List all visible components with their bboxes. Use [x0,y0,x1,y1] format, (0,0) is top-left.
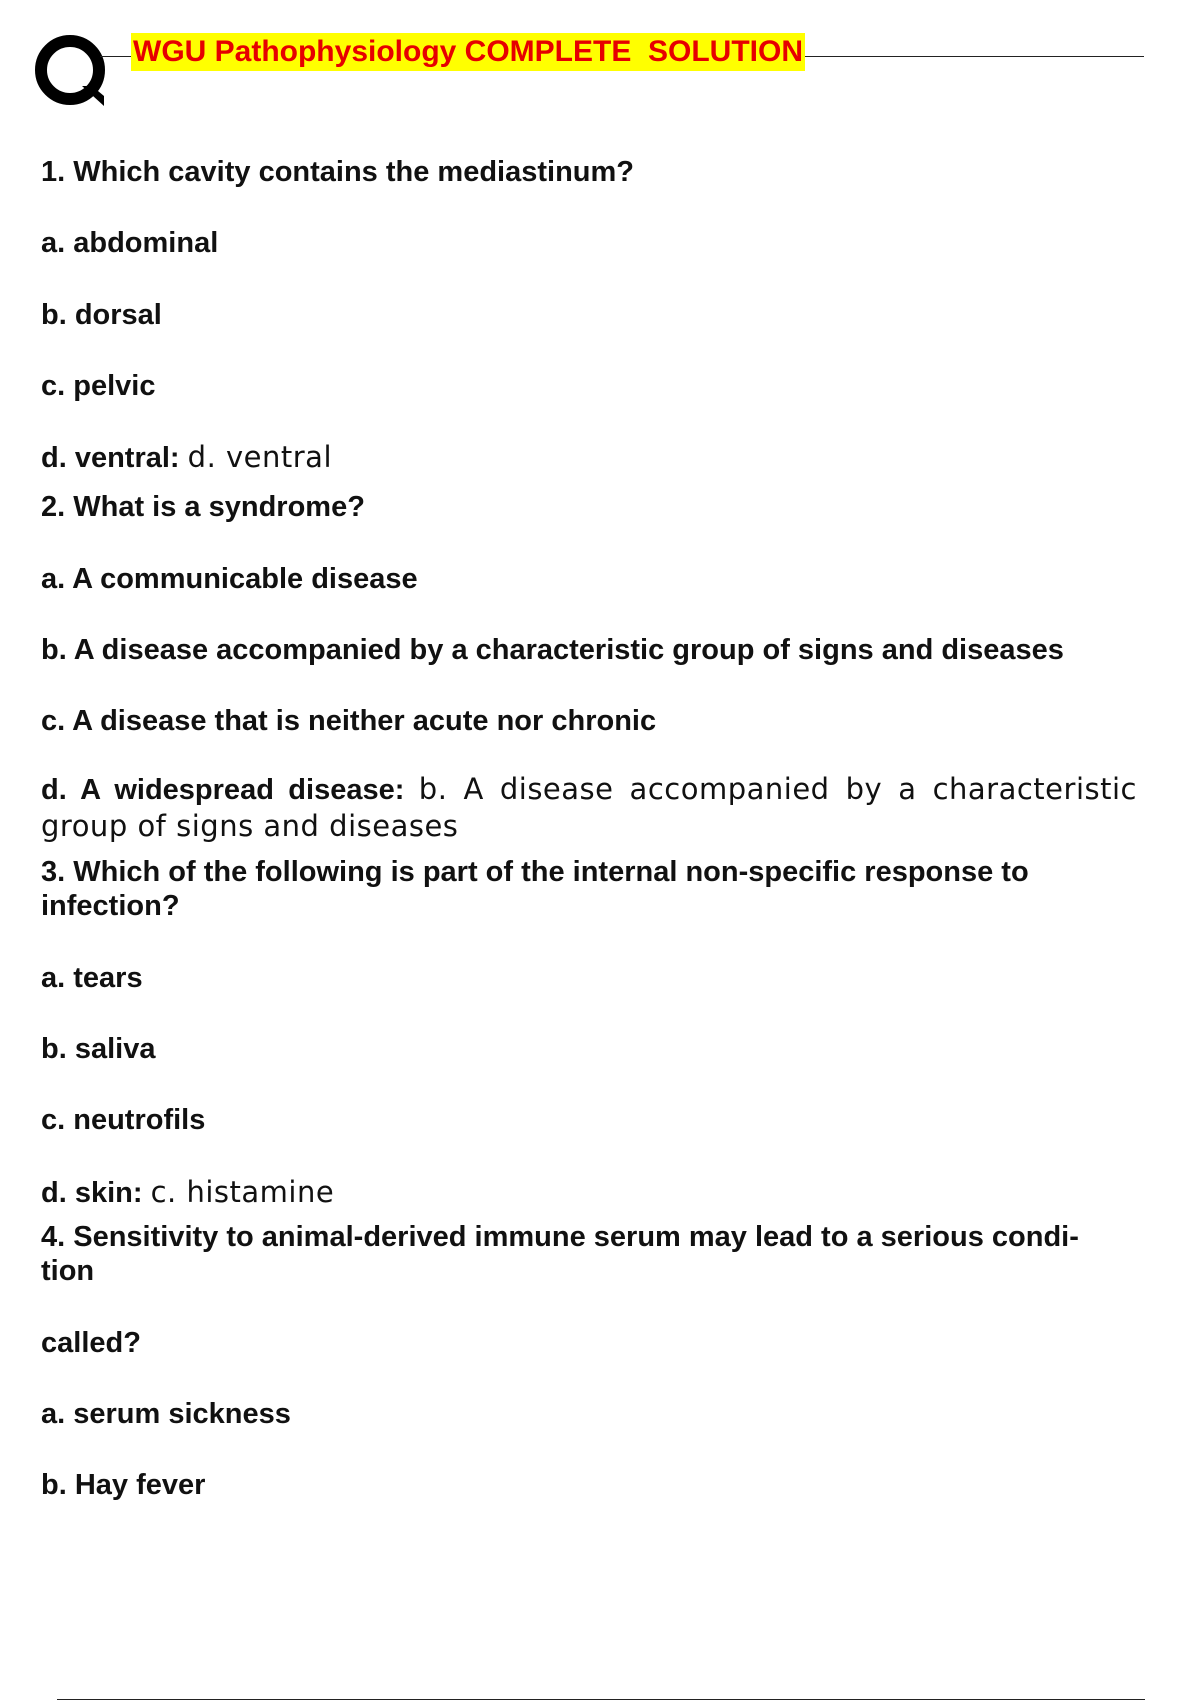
question-4-text: 4. Sensitivity to animal-derived immune serum may lead to a serious condi- tion [41,1221,1079,1287]
question-3-option-b: b. saliva [41,1033,156,1065]
question-3-option-d: d. skin: [41,1177,143,1209]
question-3-answer: c. histamine [150,1175,335,1209]
question-1-option-a: a. abdominal [41,227,219,259]
question-1-option-b: b. dorsal [41,299,162,331]
question-1-option-d: d. ventral: [41,442,180,474]
question-4-option-b: b. Hay fever [41,1469,206,1501]
question-1-option-c: c. pelvic [41,370,156,402]
question-3-option-a: a. tears [41,962,143,994]
question-2 [41,490,1141,845]
question-3-text: 3. Which of the following is part of the internal non-specific response to infection? [41,856,1029,922]
question-2-option-c: c. A disease that is neither acute nor chronic [41,705,657,737]
question-2-option-b: b. A disease accompanied by a characteristic group of signs and diseases [41,634,1064,666]
question-3 [41,855,1141,1210]
question-1-option-d-answer [41,440,1141,475]
question-2-option-a: a. A communicable disease [41,563,418,595]
question-4 [41,1220,1141,1502]
document-body [41,155,1141,1502]
question-3-option-d-answer [41,1175,1141,1210]
question-4-option-a: a. serum sickness [41,1398,291,1430]
question-1-text: 1. Which cavity contains the mediastinum? [41,156,635,188]
question-2-text: 2. What is a syndrome? [41,491,365,523]
document-title: WGU Pathophysiology COMPLETE SOLUTION [131,33,805,71]
question-1 [41,155,1141,475]
question-1-answer: d. ventral [187,440,333,474]
question-4-text-continued: called? [41,1327,141,1359]
question-2-option-d: d. A widespread disease: [41,774,405,806]
question-2-option-d-answer [41,771,1137,845]
question-2-answer: b. A disease accompanied by a characteristic group of signs and diseases [41,772,1137,843]
question-3-option-c: c. neutrofils [41,1104,206,1136]
q-logo-icon [32,32,112,112]
